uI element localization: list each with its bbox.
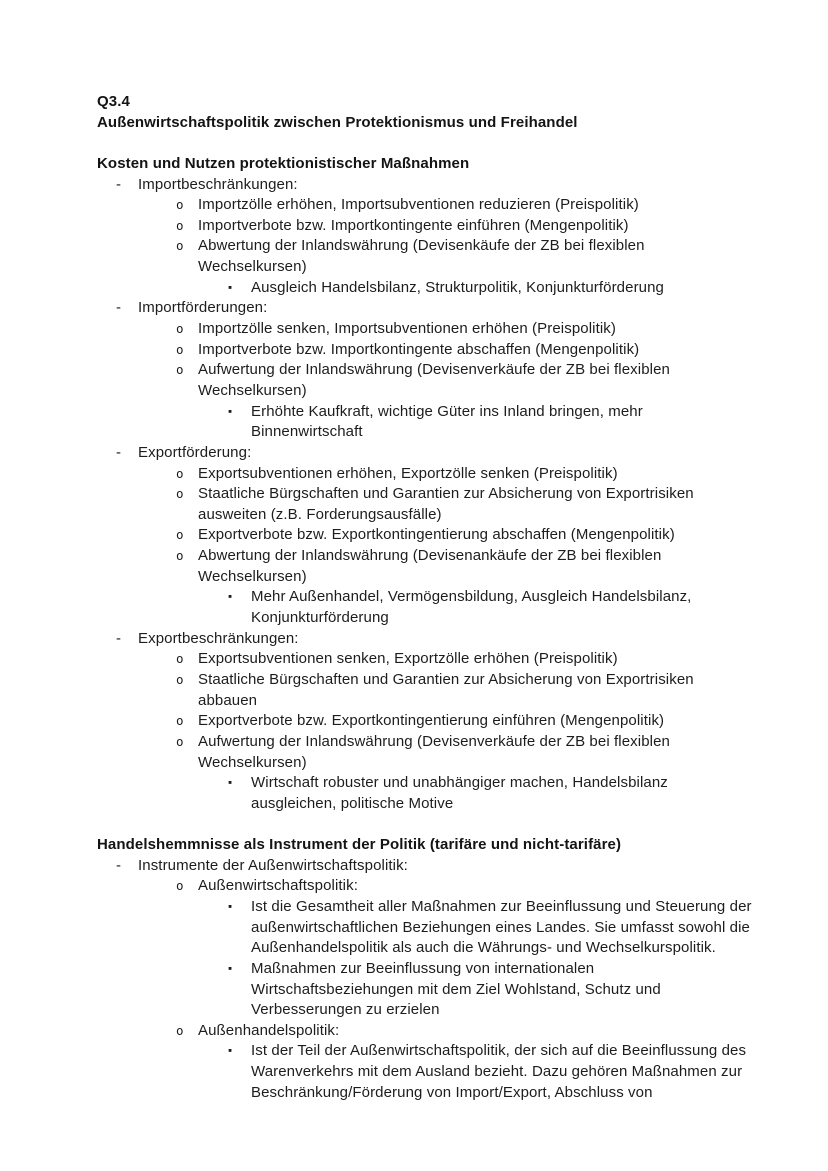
line-text: Importbeschränkungen: — [138, 175, 298, 193]
line-text: Exportverbote bzw. Exportkontingentierung abschaffen (Mengenpolitik) — [198, 526, 675, 544]
list-item-continuation — [97, 608, 798, 629]
list-item-l2 — [97, 670, 798, 691]
line-text: Wechselkursen) — [198, 381, 307, 399]
circle-bullet-icon: o — [176, 733, 184, 749]
square-bullet-icon: ▪ — [228, 591, 233, 604]
circle-bullet-icon: o — [176, 527, 184, 543]
line-text: Exportförderung: — [138, 443, 252, 461]
line-text: Ist der Teil der Außenwirtschaftspolitik, der sich auf die Beeinflussung des — [251, 1042, 747, 1060]
line-text: Ist die Gesamtheit aller Maßnahmen zur Beeinflussung und Steuerung der — [251, 897, 752, 915]
line-text: Außenwirtschaftspolitik: — [198, 877, 358, 895]
circle-bullet-icon: o — [176, 486, 184, 502]
circle-bullet-icon: o — [176, 878, 184, 894]
line-text: Warenverkehrs mit dem Ausland bezieht. Dazu gehören Maßnahmen zur — [251, 1063, 743, 1081]
square-bullet-icon: ▪ — [228, 405, 233, 418]
line-text: Maßnahmen zur Beeinflussung von internationalen — [251, 959, 595, 977]
line-text: Ausgleich Handelsbilanz, Strukturpolitik, Konjunkturförderung — [251, 278, 664, 296]
list-item-continuation — [97, 753, 798, 774]
line-text: Importförderungen: — [138, 299, 268, 317]
list-item-l2 — [97, 732, 798, 753]
line-text: Konjunkturförderung — [251, 609, 389, 627]
dash-bullet-icon: - — [116, 856, 122, 874]
square-bullet-icon: ▪ — [228, 900, 233, 913]
heading-text: Q3.4 — [97, 93, 130, 110]
list-item-continuation — [97, 257, 798, 278]
circle-bullet-icon: o — [176, 362, 184, 378]
list-item-continuation — [97, 1062, 798, 1083]
line-text: Wirtschaft robuster und unabhängiger machen, Handelsbilanz — [251, 774, 668, 792]
circle-bullet-icon: o — [176, 217, 184, 233]
list-item-continuation — [97, 505, 798, 526]
line-text: Wechselkursen) — [198, 753, 307, 771]
heading-line — [97, 154, 798, 175]
list-item-l2 — [97, 546, 798, 567]
list-item-continuation — [97, 938, 798, 959]
blank-line — [97, 814, 798, 835]
line-text: Wechselkursen) — [198, 258, 307, 276]
square-bullet-icon: ▪ — [228, 1045, 233, 1058]
dash-bullet-icon: - — [116, 175, 122, 193]
list-item-l2 — [97, 340, 798, 361]
line-text: Importverbote bzw. Importkontingente abschaffen (Mengenpolitik) — [198, 340, 640, 358]
line-text: Exportsubventionen senken, Exportzölle erhöhen (Preispolitik) — [198, 650, 618, 668]
list-item-l3 — [97, 1041, 798, 1062]
circle-bullet-icon: o — [176, 1022, 184, 1038]
list-item-l3 — [97, 897, 798, 918]
circle-bullet-icon: o — [176, 465, 184, 481]
list-item-l1 — [97, 443, 798, 464]
line-text: außenwirtschaftlichen Beziehungen eines Landes. Sie umfasst sowohl die — [251, 918, 750, 936]
list-item-l2 — [97, 216, 798, 237]
list-item-continuation — [97, 1000, 798, 1021]
list-item-continuation — [97, 1083, 798, 1104]
list-item-l2 — [97, 360, 798, 381]
dash-bullet-icon: - — [116, 299, 122, 317]
list-item-l1 — [97, 298, 798, 319]
line-text: Außenhandelspolitik: — [198, 1021, 340, 1039]
list-item-l2 — [97, 711, 798, 732]
list-item-l1 — [97, 629, 798, 650]
heading-line — [97, 113, 798, 134]
list-item-l3 — [97, 278, 798, 299]
list-item-continuation — [97, 691, 798, 712]
list-item-continuation — [97, 422, 798, 443]
line-text: ausweiten (z.B. Forderungsausfälle) — [198, 505, 442, 523]
list-item-continuation — [97, 980, 798, 1001]
list-item-l1 — [97, 856, 798, 877]
list-item-l1 — [97, 175, 798, 196]
line-text: Staatliche Bürgschaften und Garantien zur Absicherung von Exportrisiken — [198, 670, 694, 688]
line-text: Aufwertung der Inlandswährung (Devisenverkäufe der ZB bei flexiblen — [198, 732, 670, 750]
circle-bullet-icon: o — [176, 197, 184, 213]
heading-line — [97, 835, 798, 856]
heading-text: Handelshemmnisse als Instrument der Politik (tarifäre und nicht-tarifäre) — [97, 836, 622, 854]
list-item-continuation — [97, 794, 798, 815]
list-item-l3 — [97, 402, 798, 423]
line-text: abbauen — [198, 691, 258, 709]
circle-bullet-icon: o — [176, 671, 184, 687]
circle-bullet-icon: o — [176, 548, 184, 564]
heading-text: Außenwirtschaftspolitik zwischen Protektionismus und Freihandel — [97, 113, 578, 131]
list-item-l3 — [97, 587, 798, 608]
list-item-l2 — [97, 525, 798, 546]
line-text: Beschränkung/Förderung von Import/Export, Abschluss von — [251, 1083, 653, 1101]
document-body — [97, 92, 798, 1103]
square-bullet-icon: ▪ — [228, 962, 233, 975]
circle-bullet-icon: o — [176, 341, 184, 357]
line-text: Verbesserungen zu erzielen — [251, 1001, 440, 1019]
list-item-l2 — [97, 195, 798, 216]
line-text: Exportsubventionen erhöhen, Exportzölle senken (Preispolitik) — [198, 464, 618, 482]
list-item-continuation — [97, 918, 798, 939]
list-item-l2 — [97, 1021, 798, 1042]
list-item-l2 — [97, 484, 798, 505]
square-bullet-icon: ▪ — [228, 281, 233, 294]
dash-bullet-icon: - — [116, 443, 122, 461]
line-text: ausgleichen, politische Motive — [251, 794, 454, 812]
heading-text: Kosten und Nutzen protektionistischer Maßnahmen — [97, 154, 470, 172]
circle-bullet-icon: o — [176, 238, 184, 254]
line-text: Importzölle senken, Importsubventionen erhöhen (Preispolitik) — [198, 320, 616, 338]
list-item-l2 — [97, 464, 798, 485]
line-text: Wirtschaftsbeziehungen mit dem Ziel Wohlstand, Schutz und — [251, 980, 661, 998]
circle-bullet-icon: o — [176, 321, 184, 337]
list-item-l2 — [97, 876, 798, 897]
square-bullet-icon: ▪ — [228, 777, 233, 790]
line-text: Abwertung der Inlandswährung (Devisenkäufe der ZB bei flexiblen — [198, 237, 645, 255]
line-text: Exportbeschränkungen: — [138, 629, 299, 647]
line-text: Importzölle erhöhen, Importsubventionen reduzieren (Preispolitik) — [198, 196, 639, 214]
heading-line — [97, 92, 798, 113]
list-item-l3 — [97, 959, 798, 980]
line-text: Staatliche Bürgschaften und Garantien zur Absicherung von Exportrisiken — [198, 485, 694, 503]
list-item-l2 — [97, 319, 798, 340]
circle-bullet-icon: o — [176, 651, 184, 667]
line-text: Exportverbote bzw. Exportkontingentierung einführen (Mengenpolitik) — [198, 712, 665, 730]
line-text: Wechselkursen) — [198, 567, 307, 585]
line-text: Importverbote bzw. Importkontingente einführen (Mengenpolitik) — [198, 216, 629, 234]
list-item-l3 — [97, 773, 798, 794]
line-text: Instrumente der Außenwirtschaftspolitik: — [138, 856, 408, 874]
circle-bullet-icon: o — [176, 713, 184, 729]
list-item-l2 — [97, 236, 798, 257]
list-item-continuation — [97, 381, 798, 402]
line-text: Abwertung der Inlandswährung (Devisenankäufe der ZB bei flexiblen — [198, 547, 662, 565]
dash-bullet-icon: - — [116, 629, 122, 647]
line-text: Außenhandelspolitik als auch die Währungs- und Wechselkurspolitik. — [251, 939, 716, 957]
line-text: Binnenwirtschaft — [251, 423, 363, 441]
line-text: Erhöhte Kaufkraft, wichtige Güter ins Inland bringen, mehr — [251, 402, 643, 420]
line-text: Mehr Außenhandel, Vermögensbildung, Ausgleich Handelsbilanz, — [251, 588, 692, 606]
list-item-l2 — [97, 649, 798, 670]
blank-line — [97, 133, 798, 154]
line-text: Aufwertung der Inlandswährung (Devisenverkäufe der ZB bei flexiblen — [198, 361, 670, 379]
list-item-continuation — [97, 567, 798, 588]
